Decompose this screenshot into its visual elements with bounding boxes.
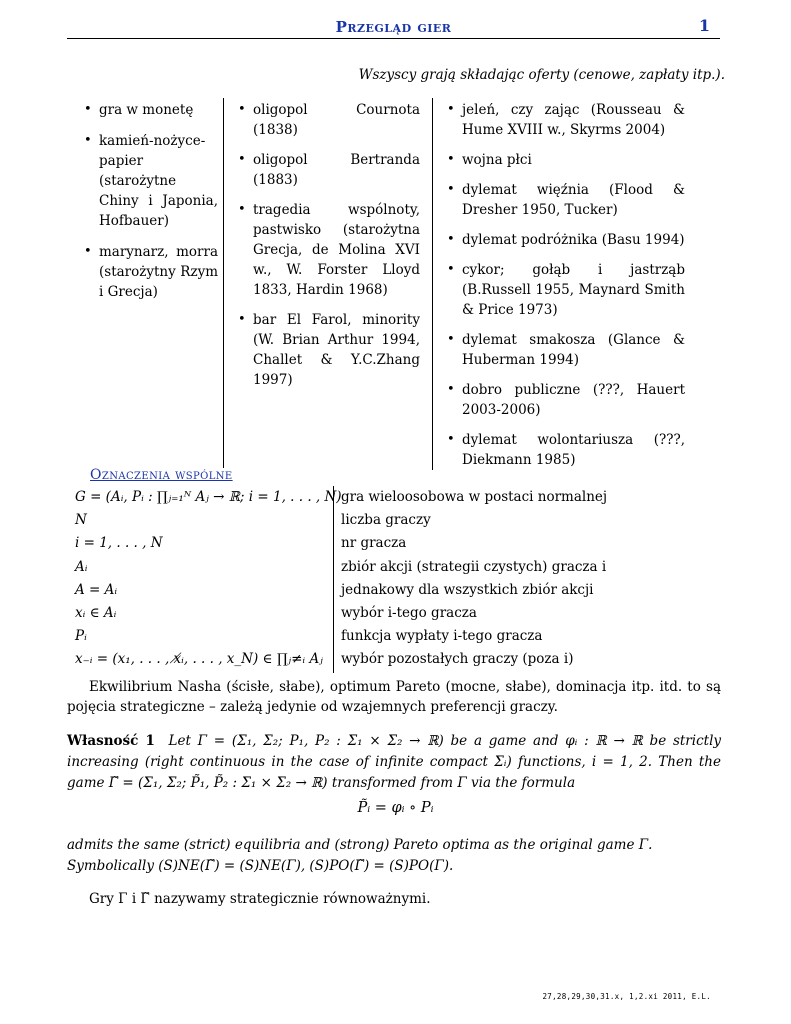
- bullet-icon: •: [447, 382, 455, 397]
- page-header: [67, 16, 720, 39]
- notation-heading: Oznaczenia wspólne: [90, 467, 233, 483]
- bullet-icon: •: [447, 102, 455, 117]
- game-name: jeleń, czy zając (Rousseau & Hume XVIII w., Skyrms 2004): [462, 102, 685, 138]
- notation-symbol: Aᵢ: [75, 558, 88, 575]
- games-column-3: [445, 100, 685, 480]
- game-name: oligopol Bertranda (1883): [253, 152, 420, 188]
- game-name: cykor; gołąb i jastrząb (B.Russell 1955, Maynard Smith & Price 1973): [462, 262, 685, 318]
- theorem-formula: P̃ᵢ = φᵢ ∘ Pᵢ: [357, 800, 434, 816]
- equivalence-paragraph: Gry Γ i Γ̃ nazywamy strategicznie równoważnymi.: [89, 891, 431, 907]
- notation-row: [73, 625, 633, 648]
- game-name: dobro publiczne (???, Hauert 2003-2006): [462, 382, 685, 418]
- game-list-item: [445, 230, 685, 250]
- theorem-symbolic-text: Symbolically (S)NE(Γ̃) = (S)NE(Γ), (S)PO(Γ̃) = (S)PO(Γ).: [67, 858, 454, 874]
- bullet-icon: •: [447, 432, 455, 447]
- theorem-conclusion-text: admits the same (strict) equilibria and (strong) Pareto optima as the original game Γ.: [67, 837, 653, 853]
- game-name: dylemat smakosza (Glance & Huberman 1994): [462, 332, 685, 368]
- bullet-icon: •: [447, 232, 455, 247]
- game-list-item: [236, 100, 420, 140]
- game-list-item: [445, 430, 685, 470]
- notation-row: [73, 579, 633, 602]
- game-name: dylemat wolontariusza (???, Diekmann 1985): [462, 432, 685, 468]
- bullet-icon: •: [238, 202, 246, 217]
- column-divider: [223, 98, 224, 468]
- game-list-item: [445, 380, 685, 420]
- bullet-icon: •: [84, 102, 92, 117]
- games-column-2: [236, 100, 420, 400]
- notation-row: [73, 532, 633, 555]
- notation-description: liczba graczy: [341, 512, 431, 529]
- bullet-icon: •: [238, 152, 246, 167]
- game-name: oligopol Cournota (1838): [253, 102, 420, 138]
- theorem-conclusion: [67, 835, 721, 877]
- game-name: wojna płci: [462, 152, 532, 168]
- game-name: marynarz, morra (starożytny Rzym i Grecja): [99, 244, 218, 300]
- game-list-item: [445, 260, 685, 320]
- game-name: bar El Farol, minority (W. Brian Arthur 1994, Challet & Y.C.Zhang 1997): [253, 312, 420, 388]
- notation-row: [73, 556, 633, 579]
- notation-description: nr gracza: [341, 535, 407, 552]
- notation-symbol: xᵢ ∈ Aᵢ: [75, 604, 117, 621]
- bullet-icon: •: [447, 262, 455, 277]
- bullet-icon: •: [447, 332, 455, 347]
- notation-symbol: A = Aᵢ: [75, 581, 118, 598]
- game-list-item: [82, 100, 218, 120]
- notation-symbol: G = (Aᵢ, Pᵢ : ∏ⱼ₌₁ᴺ Aⱼ → ℝ; i = 1, . . . , N): [75, 489, 342, 505]
- game-name: gra w monetę: [99, 102, 194, 118]
- notation-description: jednakowy dla wszystkich zbiór akcji: [341, 581, 594, 598]
- bullet-icon: •: [238, 102, 246, 117]
- game-list-item: [445, 100, 685, 140]
- game-list-item: [445, 330, 685, 370]
- strategic-concepts-paragraph: Ekwilibrium Nasha (ścisłe, słabe), optimum Pareto (mocne, słabe), dominacja itp. itd. to są pojęcia strategiczne – zależą jedynie od wzajemnych preferencji graczy.: [67, 679, 721, 715]
- game-list-item: [82, 242, 218, 302]
- notation-row: [73, 486, 633, 509]
- game-name: dylemat podróżnika (Basu 1994): [462, 232, 685, 248]
- theorem-text: Let Γ = (Σ₁, Σ₂; P₁, P₂ : Σ₁ × Σ₂ → ℝ) be a game and φᵢ : ℝ → ℝ be strictly increasing (right continuous in the case of infinite compact Σᵢ) functions, i = 1, 2. Then the game Γ̃ = (Σ₁, Σ₂; P̃₁, P̃₂ : Σ₁ × Σ₂ → ℝ) transformed from Γ via the formula: [67, 733, 722, 791]
- notation-table: [73, 486, 633, 672]
- bullet-icon: •: [84, 133, 92, 148]
- column-divider: [432, 98, 433, 470]
- notation-symbol: Pᵢ: [75, 628, 87, 645]
- game-name: kamień-nożyce-papier (starożytne Chiny i Japonia, Hofbauer): [99, 133, 218, 229]
- page-number: 1: [698, 16, 710, 35]
- notation-description: wybór pozostałych graczy (poza i): [341, 651, 574, 668]
- notation-symbol: i = 1, . . . , N: [75, 535, 163, 552]
- game-list-item: [445, 150, 685, 170]
- notation-description: funkcja wypłaty i-tego gracza: [341, 628, 543, 645]
- page-title: Przegląd gier: [335, 18, 452, 36]
- notation-description: gra wieloosobowa w postaci normalnej: [341, 489, 608, 505]
- notation-description: zbiór akcji (strategii czystych) gracza i: [341, 558, 607, 575]
- theorem: [67, 731, 721, 794]
- game-list-item: [236, 310, 420, 390]
- game-list-item: [236, 150, 420, 190]
- footer-date: 27,28,29,30,31.x, 1,2.xi 2011, E.L.: [542, 992, 711, 1001]
- game-list-item: [445, 180, 685, 220]
- bullet-icon: •: [238, 312, 246, 327]
- bullet-icon: •: [447, 182, 455, 197]
- notation-row: [73, 648, 633, 671]
- epigraph: Wszyscy grają składając oferty (cenowe, zapłaty itp.).: [358, 67, 725, 83]
- theorem-label: Własność 1: [67, 733, 155, 749]
- bullet-icon: •: [447, 152, 455, 167]
- notation-row: [73, 509, 633, 532]
- bullet-icon: •: [84, 244, 92, 259]
- game-list-item: [236, 200, 420, 300]
- notation-symbol: x₋ᵢ = (x₁, . . . , x̸ᵢ, . . . , x_N) ∈ ∏ⱼ≠ᵢ Aⱼ: [75, 651, 323, 668]
- game-name: dylemat więźnia (Flood & Dresher 1950, Tucker): [462, 182, 685, 218]
- games-column-1: [82, 100, 218, 313]
- notation-description: wybór i-tego gracza: [341, 604, 477, 621]
- notation-symbol: N: [75, 512, 87, 529]
- notation-row: [73, 602, 633, 625]
- game-list-item: [82, 131, 218, 231]
- game-name: tragedia wspólnoty, pastwisko (starożytna Grecja, de Molina XVI w., W. Forster Lloyd 1833, Hardin 1968): [253, 202, 420, 298]
